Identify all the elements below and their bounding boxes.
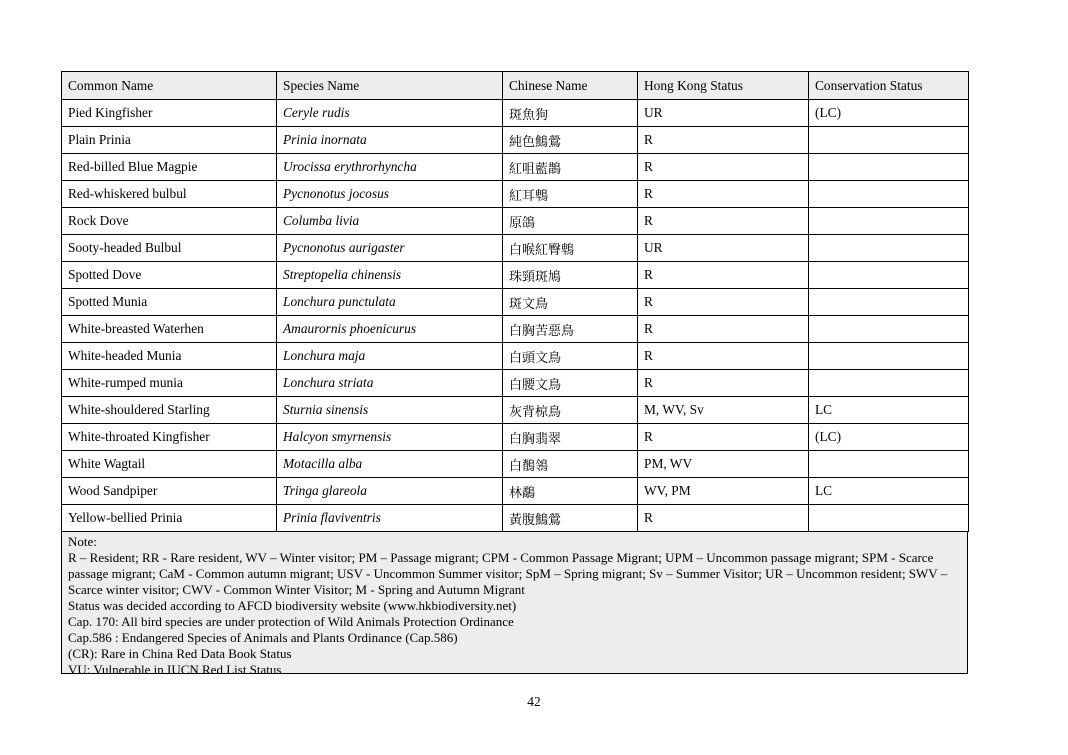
cell-species-name: Ceryle rudis — [277, 100, 503, 127]
cell-common-name: Wood Sandpiper — [62, 478, 277, 505]
cell-hk-status: R — [638, 181, 809, 208]
note-title: Note: — [68, 534, 97, 549]
cell-conservation-status — [809, 127, 969, 154]
cell-common-name: Spotted Munia — [62, 289, 277, 316]
cell-conservation-status: (LC) — [809, 100, 969, 127]
cell-chinese-name: 白鶺鴒 — [503, 451, 638, 478]
header-hk-status: Hong Kong Status — [638, 72, 809, 100]
cell-chinese-name: 白喉紅臀鵯 — [503, 235, 638, 262]
cell-hk-status: PM, WV — [638, 451, 809, 478]
cell-common-name: Red-billed Blue Magpie — [62, 154, 277, 181]
cell-hk-status: R — [638, 289, 809, 316]
note-cr: (CR): Rare in China Red Data Book Status — [68, 646, 292, 661]
cell-common-name: White-rumped munia — [62, 370, 277, 397]
cell-conservation-status — [809, 343, 969, 370]
cell-hk-status: R — [638, 505, 809, 532]
table-row — [62, 478, 969, 505]
cell-hk-status: R — [638, 208, 809, 235]
cell-hk-status: UR — [638, 235, 809, 262]
cell-species-name: Lonchura maja — [277, 343, 503, 370]
cell-common-name: Spotted Dove — [62, 262, 277, 289]
cell-common-name: Plain Prinia — [62, 127, 277, 154]
note-cap170: Cap. 170: All bird species are under protection of Wild Animals Protection Ordinance — [68, 614, 514, 629]
cell-chinese-name: 紅耳鵯 — [503, 181, 638, 208]
cell-conservation-status — [809, 208, 969, 235]
cell-chinese-name: 白胸翡翠 — [503, 424, 638, 451]
note-status-source: Status was decided according to AFCD biodiversity website (www.hkbiodiversity.net) — [68, 598, 517, 613]
cell-conservation-status — [809, 154, 969, 181]
cell-chinese-name: 黃腹鷦鶯 — [503, 505, 638, 532]
cell-conservation-status — [809, 181, 969, 208]
cell-conservation-status — [809, 505, 969, 532]
cell-chinese-name: 原鴿 — [503, 208, 638, 235]
cell-hk-status: R — [638, 370, 809, 397]
species-table-section — [61, 71, 968, 677]
cell-conservation-status — [809, 370, 969, 397]
table-row — [62, 370, 969, 397]
cell-chinese-name: 斑魚狗 — [503, 100, 638, 127]
cell-conservation-status — [809, 289, 969, 316]
cell-hk-status: R — [638, 262, 809, 289]
cell-species-name: Prinia inornata — [277, 127, 503, 154]
cell-hk-status: R — [638, 343, 809, 370]
note-cap586: Cap.586 : Endangered Species of Animals and Plants Ordinance (Cap.586) — [68, 630, 458, 645]
header-common-name: Common Name — [62, 72, 277, 100]
table-row — [62, 424, 969, 451]
table-row — [62, 397, 969, 424]
cell-chinese-name: 白頭文鳥 — [503, 343, 638, 370]
table-row — [62, 208, 969, 235]
cell-hk-status: R — [638, 127, 809, 154]
table-row — [62, 505, 969, 532]
cell-species-name: Amaurornis phoenicurus — [277, 316, 503, 343]
table-row — [62, 127, 969, 154]
table-row — [62, 235, 969, 262]
cell-chinese-name: 珠頸斑鳩 — [503, 262, 638, 289]
cell-common-name: Red-whiskered bulbul — [62, 181, 277, 208]
table-note — [61, 532, 968, 677]
cell-common-name: White-throated Kingfisher — [62, 424, 277, 451]
cell-common-name: White Wagtail — [62, 451, 277, 478]
cell-chinese-name: 白胸苦惡鳥 — [503, 316, 638, 343]
cell-species-name: Urocissa erythrorhyncha — [277, 154, 503, 181]
header-species-name: Species Name — [277, 72, 503, 100]
cell-species-name: Pycnonotus jocosus — [277, 181, 503, 208]
cell-hk-status: R — [638, 316, 809, 343]
table-row — [62, 262, 969, 289]
cell-common-name: White-shouldered Starling — [62, 397, 277, 424]
page-number: 42 — [527, 694, 541, 709]
cell-species-name: Streptopelia chinensis — [277, 262, 503, 289]
header-chinese-name: Chinese Name — [503, 72, 638, 100]
table-row — [62, 181, 969, 208]
cell-conservation-status: LC — [809, 478, 969, 505]
table-row — [62, 316, 969, 343]
cell-conservation-status — [809, 235, 969, 262]
cell-chinese-name: 斑文鳥 — [503, 289, 638, 316]
table-row — [62, 451, 969, 478]
cell-common-name: White-breasted Waterhen — [62, 316, 277, 343]
cell-species-name: Motacilla alba — [277, 451, 503, 478]
cell-conservation-status — [809, 262, 969, 289]
table-body — [62, 100, 969, 532]
cell-species-name: Pycnonotus aurigaster — [277, 235, 503, 262]
cell-species-name: Halcyon smyrnensis — [277, 424, 503, 451]
cell-chinese-name: 紅咀藍鵲 — [503, 154, 638, 181]
cell-species-name: Lonchura striata — [277, 370, 503, 397]
cell-hk-status: M, WV, Sv — [638, 397, 809, 424]
cell-chinese-name: 純色鷦鶯 — [503, 127, 638, 154]
cell-species-name: Prinia flaviventris — [277, 505, 503, 532]
species-table — [61, 71, 969, 532]
cell-conservation-status: LC — [809, 397, 969, 424]
table-row — [62, 100, 969, 127]
cell-chinese-name: 林鷸 — [503, 478, 638, 505]
note-vu: VU: Vulnerable in IUCN Red List Status — [68, 662, 282, 677]
cell-species-name: Tringa glareola — [277, 478, 503, 505]
cell-common-name: Pied Kingfisher — [62, 100, 277, 127]
cell-hk-status: R — [638, 154, 809, 181]
cell-common-name: White-headed Munia — [62, 343, 277, 370]
cell-conservation-status: (LC) — [809, 424, 969, 451]
cell-species-name: Lonchura punctulata — [277, 289, 503, 316]
table-header-row — [62, 72, 969, 100]
cell-conservation-status — [809, 316, 969, 343]
cell-hk-status: UR — [638, 100, 809, 127]
cell-chinese-name: 灰背椋鳥 — [503, 397, 638, 424]
table-row — [62, 343, 969, 370]
cell-common-name: Sooty-headed Bulbul — [62, 235, 277, 262]
cell-hk-status: WV, PM — [638, 478, 809, 505]
table-row — [62, 289, 969, 316]
table-row — [62, 154, 969, 181]
cell-hk-status: R — [638, 424, 809, 451]
cell-species-name: Sturnia sinensis — [277, 397, 503, 424]
cell-common-name: Yellow-bellied Prinia — [62, 505, 277, 532]
header-conservation-status: Conservation Status — [809, 72, 969, 100]
cell-species-name: Columba livia — [277, 208, 503, 235]
note-status-legend: R – Resident; RR - Rare resident, WV – Winter visitor; PM – Passage migrant; CPM - Common Passage Migrant; UPM – Uncommon passage migrant; SPM - Scarce passage migrant; CaM - Common autumn migrant; USV - Uncommon Summer visitor; SpM – Spring migrant; Sv – Summer Visitor; UR – Uncommon resident; SWV – Scarce winter visitor; CWV - Common Winter Visitor; M - Spring and Autumn Migrant — [68, 550, 948, 597]
cell-common-name: Rock Dove — [62, 208, 277, 235]
cell-chinese-name: 白腰文鳥 — [503, 370, 638, 397]
cell-conservation-status — [809, 451, 969, 478]
